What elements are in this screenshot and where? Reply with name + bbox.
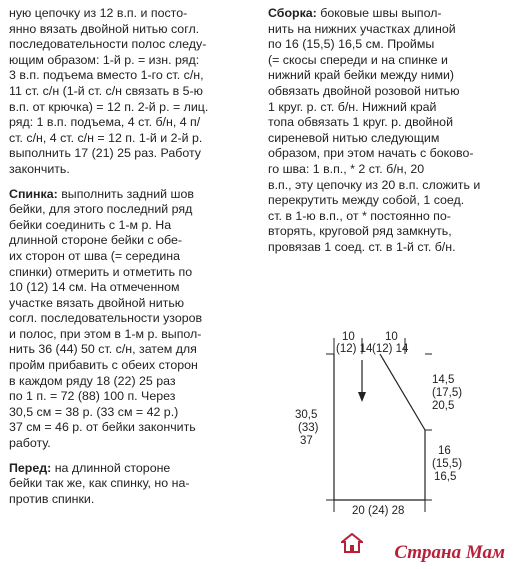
height-a: 30,5	[295, 409, 318, 421]
house-logo-icon	[341, 533, 363, 553]
top-right-b: (12) 14	[372, 343, 409, 355]
bottom-width: 20 (24) 28	[352, 505, 405, 517]
instructions-intro: ную цепочку из 12 в.п. и посто- янно вязать двойной нитью согл. последовательности полос следу- ющим образом: 1-й р. = изн. ряд: 3 в.п. подъема вместо 1-го ст. с/н, 11 ст. с/н (1-й ст. с/н связать в 5-ю в.п. от крючка) = 12 п. 2-й р. = лиц. ряд: 1 в.п. подъема, 4 ст. б/н, 4 п/ ст. с/н, 4 ст. с/н = 12 п. 1-й и 2-й р. выполнить 17 (21) 25 раз. Работу закончить.	[9, 6, 209, 176]
right-column	[268, 6, 508, 265]
height-b: (33)	[298, 422, 319, 434]
arrow-head	[358, 392, 366, 402]
front-heading: Перед:	[9, 460, 52, 475]
side-c: 16,5	[434, 471, 457, 483]
armhole-c: 20,5	[432, 400, 455, 412]
back-section	[9, 187, 259, 452]
watermark-logo: Страна Мам	[394, 542, 505, 563]
assembly-heading: Сборка:	[268, 6, 317, 20]
armhole-a: 14,5	[432, 374, 455, 386]
front-text: на длинной стороне бейки так же, как спинку, но на- против спинки.	[9, 460, 190, 506]
side-a: 16	[438, 445, 451, 457]
armhole-b: (17,5)	[432, 387, 463, 399]
top-left-a: 10	[342, 331, 355, 343]
pattern-schematic	[280, 330, 510, 530]
assembly-text: боковые швы выпол- нить на нижних участках длиной по 16 (15,5) 16,5 см. Проймы (= скосы спереди и на спинке и нижний край бейки между ними) обвязать двойной розовой нитью 1 круг. р. ст. б/н. Нижний край топа обвязать 1 круг. р. двойной сиреневой нитью следующим образом, при этом начать с боково- го шва: 1 в.п., * 2 ст. б/н, 20 в.п., эту цепочку из 20 в.п. сложить и перекрутить между собой, 1 соед. ст. в 1-ю в.п., от * постоянно по- вторять, круговой ряд замкнуть, провязав 1 соед. ст. в 1-й ст. б/н.	[268, 6, 481, 254]
front-section	[9, 461, 259, 508]
top-left-b: (12) 14	[336, 343, 373, 355]
back-heading: Спинка:	[9, 186, 58, 201]
schematic-outline	[334, 354, 425, 500]
side-b: (15,5)	[432, 458, 463, 470]
height-c: 37	[300, 435, 313, 447]
assembly-section	[268, 6, 508, 256]
back-text: выполнить задний шов бейки, для этого последний ряд бейки соединить с 1-м р. На длинной стороне бейки с обе- их сторон от шва (= середина спинки) отмерить и отметить по 10 (12) 14 см. На отмеченном участке вязать двойной нитью согл. последовательности узоров и полос, при этом в 1-м р. выпол- нить 36 (44) 50 ст. с/н, затем для пройм прибавить с обеих сторон в каждом ряду 18 (22) 25 раз по 1 п. = 72 (88) 100 п. Через 30,5 см = 38 р. (33 см = 42 р.) 37 см = 46 р. от бейки закончить работу.	[9, 186, 203, 451]
left-column	[9, 6, 259, 516]
top-right-a: 10	[385, 331, 398, 343]
